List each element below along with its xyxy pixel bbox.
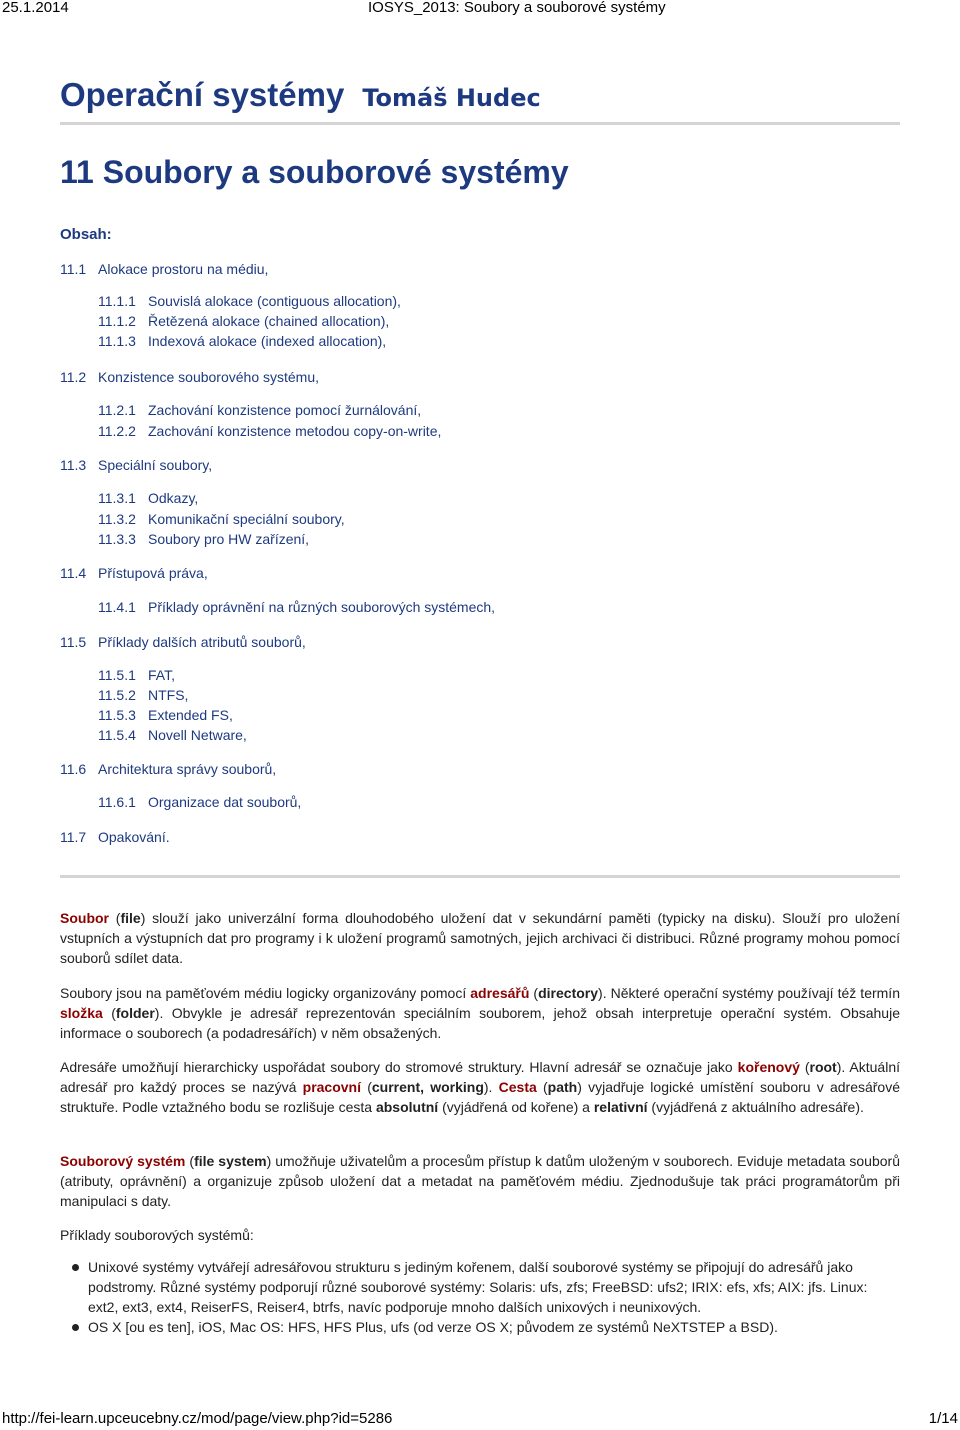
toc-item[interactable] [60,633,306,651]
bullet-icon [72,1264,79,1271]
toc-item-number: 11.5.3 [98,707,136,723]
toc-item-number: 11.6.1 [98,794,136,810]
toc-item-label: Architektura správy souborů, [98,761,277,777]
text: (vyjádřená z aktuálního adresáře). [647,1099,864,1115]
list-item-text: OS X [ou es ten], iOS, Mac OS: HFS, HFS Plus, ufs (od verze OS X; původem ze systémů NeXTSTEP a BSD). [88,1319,778,1335]
toc-item[interactable] [98,510,345,528]
toc-item-label: FAT, [148,667,175,683]
toc-item[interactable] [98,422,441,440]
toc-item[interactable] [60,456,212,474]
toc-item[interactable] [98,726,247,744]
text: ( [361,1079,372,1095]
toc-title: Obsah: [60,226,112,243]
page-title: 11 Soubory a souborové systémy [60,154,569,190]
list-item [60,1257,900,1317]
text: ). Aktuální adresář pro každý proces se nazývá [60,1059,901,1095]
toc-item-number: 11.5 [60,634,87,650]
toc-item[interactable] [98,793,301,811]
toc-item[interactable] [98,332,386,350]
keyword: adresářů [470,985,530,1001]
toc-item-label: Novell Netware, [148,727,247,743]
header-divider [60,122,900,125]
print-page-number: 1/14 [928,1410,958,1427]
text: ) slouží jako univerzální forma dlouhodobého uložení dat v sekundární paměti (typicky na disku). Slouží pro uložení vstupních a výstupních dat pro programy i k uložení programů samotných, jejich archivaci či distribuci. Různé programy mohou pomocí souborů sdílet data. [60,910,900,966]
term: file system [194,1153,267,1169]
toc-item-number: 11.1.3 [98,333,136,349]
toc-item[interactable] [60,760,276,778]
toc-item-label: NTFS, [148,687,189,703]
text: ) vyjadřuje logické umístění souboru v adresářové struktuře. Podle vztažného bodu se rozlišuje cesta [60,1079,901,1115]
toc-item[interactable] [98,401,421,419]
print-date: 25.1.2014 [2,0,69,16]
toc-item-label: Opakování. [98,829,170,845]
bullet-list [60,1257,900,1337]
toc-item-number: 11.1.1 [98,293,136,309]
toc-item-number: 11.2 [60,369,87,385]
toc-item[interactable] [60,368,319,386]
site-title [60,76,541,114]
term: directory [538,985,599,1001]
toc-item-number: 11.3.1 [98,490,136,506]
content-divider [60,875,900,878]
paragraph-soubor [60,908,900,968]
text: ( [109,910,121,926]
keyword: složka [60,1005,103,1021]
paragraph-souborovy-system [60,1151,900,1211]
toc-item[interactable] [98,489,198,507]
toc-item-label: Extended FS, [148,707,233,723]
toc-item-number: 11.1.2 [98,313,136,329]
toc-item-number: 11.4.1 [98,599,136,615]
site-name-link[interactable]: Operační systémy [60,76,345,113]
term: relativní [593,1099,648,1115]
toc-item-label: Speciální soubory, [98,457,213,473]
toc-item-label: Přístupová práva, [98,565,208,581]
toc-item[interactable] [98,666,175,684]
toc-item-number: 11.5.4 [98,727,136,743]
toc-item[interactable] [98,598,495,616]
toc-item[interactable] [60,564,208,582]
toc-item[interactable] [98,312,389,330]
text: Soubory jsou na paměťovém médiu logicky organizovány pomocí [60,985,471,1001]
list-item [60,1317,900,1337]
toc-item-number: 11.5.1 [98,667,136,683]
paragraph-adresar [60,983,900,1043]
text: ( [799,1059,810,1075]
toc-item-number: 11.1 [60,261,87,277]
toc-item-label: Indexová alokace (indexed allocation), [148,333,387,349]
toc-item-number: 11.2.1 [98,402,136,418]
text: ( [529,985,539,1001]
term: file [120,910,141,926]
toc-item[interactable] [98,292,401,310]
text: ). Některé operační systémy používají též termín [598,985,900,1001]
toc-item[interactable] [98,706,233,724]
toc-item-number: 11.3.3 [98,531,136,547]
toc-item[interactable] [60,260,268,278]
text: ) umožňuje uživatelům a procesům přístup k datům uloženým v souborech. Eviduje metadata souborů (atributy, oprávnění) a organizuje způsob uložení dat a metadat na paměťovém médiu. Zjednodušuje tak práci programátorům při manipulaci s daty. [60,1153,900,1209]
keyword: pracovní [302,1079,361,1095]
text: ( [536,1079,548,1095]
toc-item-number: 11.7 [60,829,87,845]
paragraph-priklady: Příklady souborových systémů: [60,1227,254,1243]
list-item-text: Unixové systémy vytvářejí adresářovou strukturu s jediným kořenem, další souborové systémy se připojují do adresářů jako podstromy. Různé systémy podporují různé souborové systémy: Solaris: ufs, zfs; FreeBSD: ufs2; IRIX: efs, xfs; AIX: jfs. Linux: ext2, ext3, ext4, ReiserFS, Reiser4, btrfs, navíc podporuje mnoho dalších unixových i neunixových. [88,1259,868,1315]
toc-item-number: 11.3.2 [98,511,136,527]
keyword: Souborový systém [60,1153,186,1169]
toc-item-label: Konzistence souborového systému, [98,369,320,385]
toc-item-number: 11.2.2 [98,423,136,439]
text: Adresáře umožňují hierarchicky uspořádat soubory do stromové struktury. Hlavní adresář se označuje jako [60,1059,738,1075]
bullet-icon [72,1324,79,1331]
toc-item-label: Alokace prostoru na médiu, [98,261,269,277]
keyword: Soubor [60,910,109,926]
term: root [809,1059,837,1075]
term: absolutní [375,1099,439,1115]
text: ). Obvykle je adresář reprezentován speciálním souborem, jehož obsah interpretuje operační systém. Obsahuje informace o souborech (a podadresářích) v něm obsažených. [60,1005,900,1041]
text: ( [185,1153,195,1169]
term: folder [115,1005,155,1021]
toc-item[interactable] [98,686,188,704]
toc-item-number: 11.4 [60,565,87,581]
toc-item-number: 11.3 [60,457,87,473]
keyword: Cesta [498,1079,537,1095]
toc-item-label: Souvislá alokace (contiguous allocation), [148,293,401,309]
text: ). [483,1079,499,1095]
term: current, working [371,1079,484,1095]
toc-item-label: Příklady oprávnění na různých souborových systémech, [148,599,496,615]
toc-item-label: Soubory pro HW zařízení, [148,531,310,547]
paragraph-hierarchie [60,1057,900,1117]
toc-item-label: Zachování konzistence pomocí žurnálování, [148,402,422,418]
toc-item-label: Odkazy, [148,490,199,506]
print-footer [0,1410,960,1430]
print-title: IOSYS_2013: Soubory a souborové systémy [368,0,666,16]
keyword: kořenový [737,1059,800,1075]
toc-item-number: 11.6 [60,761,87,777]
toc-item-number: 11.5.2 [98,687,136,703]
site-author: Tomáš Hudec [362,84,541,112]
toc-item-label: Organizace dat souborů, [148,794,302,810]
toc-item[interactable] [98,530,309,548]
toc-item[interactable] [60,828,170,846]
print-url: http://fei-learn.upceucebny.cz/mod/page/view.php?id=5286 [2,1410,393,1427]
toc-item-label: Příklady dalších atributů souborů, [98,634,306,650]
toc-item-label: Řetězená alokace (chained allocation), [148,313,390,329]
term: path [547,1079,578,1095]
text: (vyjádřená od kořene) a [438,1099,594,1115]
text: ( [102,1005,116,1021]
print-header [0,0,960,20]
toc-item-label: Zachování konzistence metodou copy-on-write, [148,423,442,439]
toc-item-label: Komunikační speciální soubory, [148,511,345,527]
